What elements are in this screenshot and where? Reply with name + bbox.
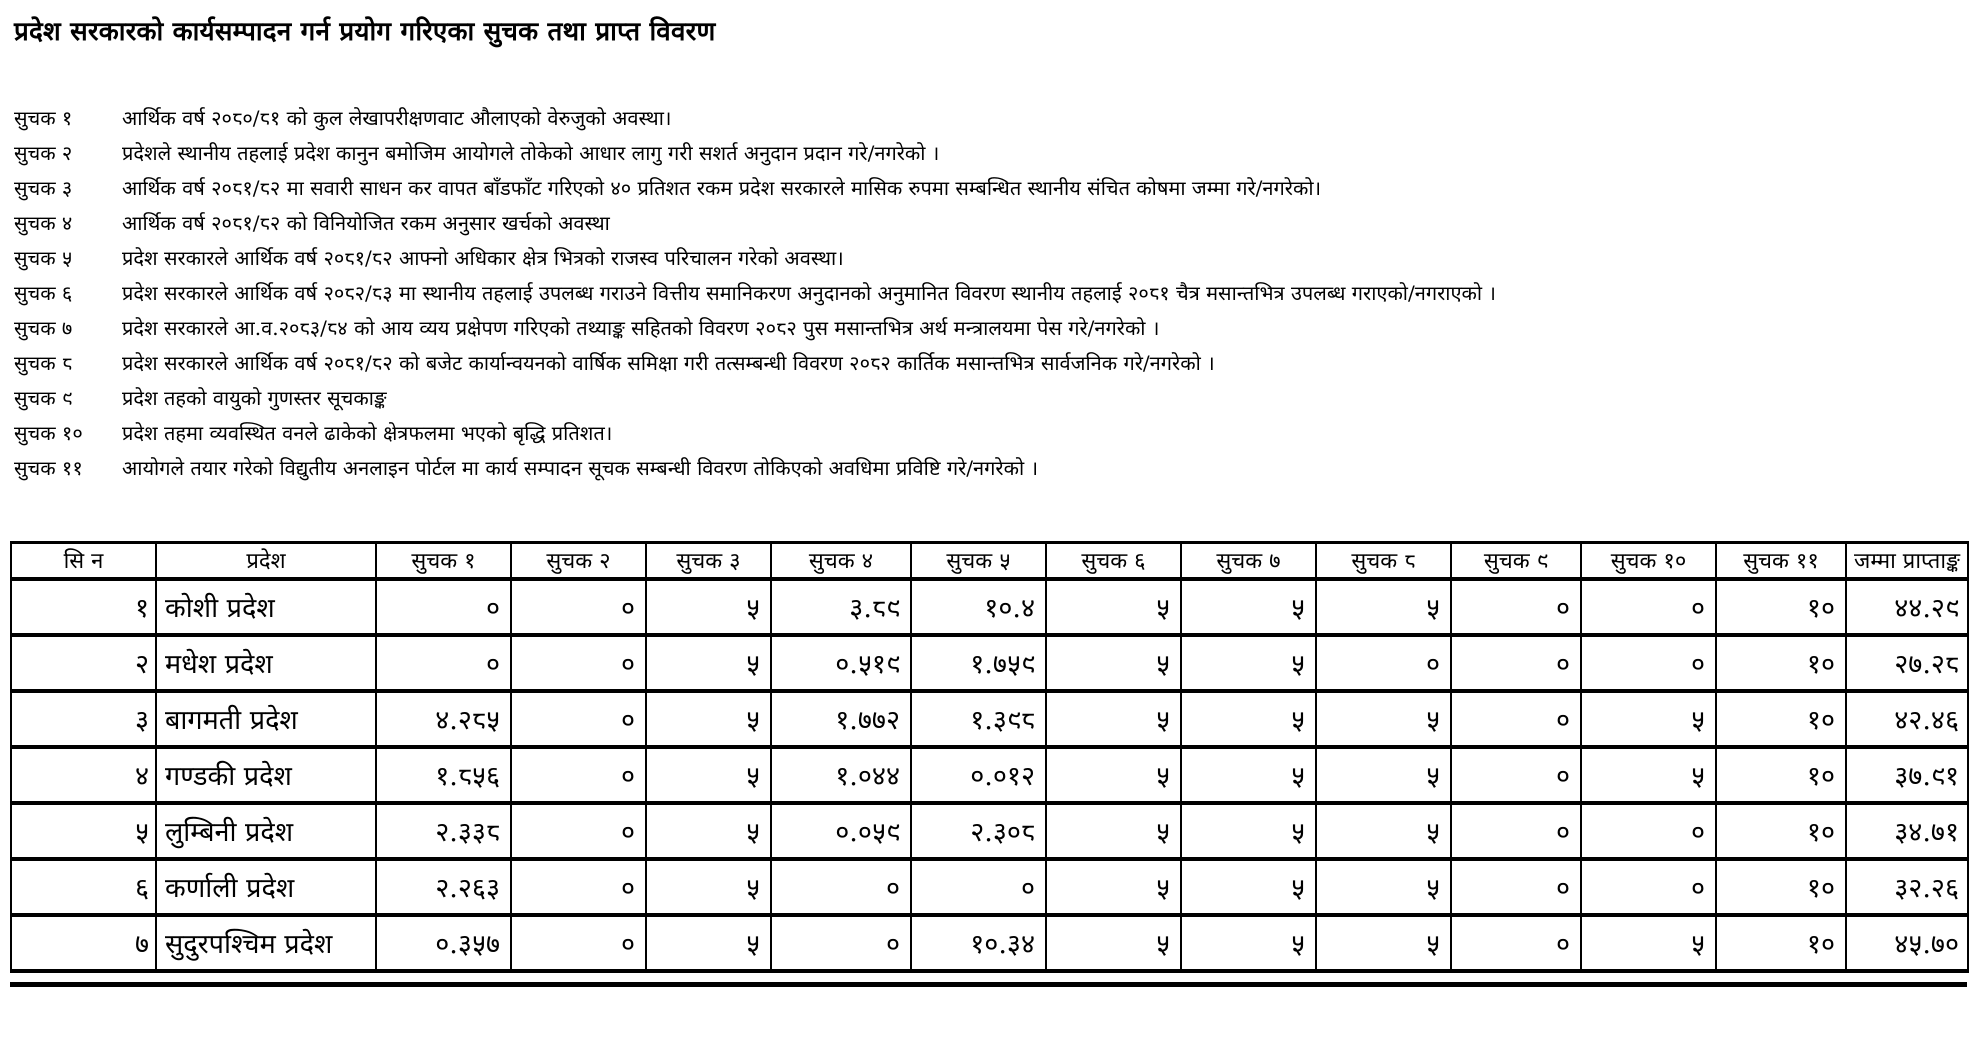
indicator-label: सुचक १ xyxy=(14,106,73,130)
header-ind-8: सुचक ८ xyxy=(1316,543,1451,579)
cell-indicator-7: ५ xyxy=(1181,635,1316,691)
indicator-label: सुचक १० xyxy=(14,421,83,445)
cell-indicator-3: ५ xyxy=(646,691,771,747)
cell-indicator-7: ५ xyxy=(1181,859,1316,915)
indicator-label: सुचक ५ xyxy=(14,246,73,270)
cell-indicator-10: ० xyxy=(1581,579,1716,635)
cell-sn: १ xyxy=(11,579,156,635)
cell-indicator-11: १० xyxy=(1716,635,1846,691)
indicator-item xyxy=(10,419,1967,454)
cell-indicator-4: ० xyxy=(771,915,911,971)
cell-indicator-4: ० xyxy=(771,859,911,915)
indicator-item xyxy=(10,209,1967,244)
indicator-label: सुचक ३ xyxy=(14,176,73,200)
indicator-label: सुचक ११ xyxy=(14,456,83,480)
cell-indicator-2: ० xyxy=(511,747,646,803)
indicator-text: आयोगले तयार गरेको विद्युतीय अनलाइन पोर्टल मा कार्य सम्पादन सूचक सम्बन्धी विवरण तोकिएको अवधिमा प्रविष्टि गरे/नगरेको । xyxy=(122,456,1039,480)
cell-indicator-7: ५ xyxy=(1181,747,1316,803)
header-ind-5: सुचक ५ xyxy=(911,543,1046,579)
cell-total: २७.२८ xyxy=(1846,635,1968,691)
cell-indicator-8: ५ xyxy=(1316,747,1451,803)
cell-indicator-2: ० xyxy=(511,803,646,859)
cell-indicator-5: १.३९८ xyxy=(911,691,1046,747)
indicator-item xyxy=(10,139,1967,174)
header-ind-1: सुचक १ xyxy=(376,543,511,579)
cell-indicator-2: ० xyxy=(511,859,646,915)
indicator-text: आर्थिक वर्ष २०८१/८२ मा सवारी साधन कर वापत बाँडफाँट गरिएको ४० प्रतिशत रकम प्रदेश सरकारले मासिक रुपमा सम्बन्धित स्थानीय संचित कोषमा जम्मा गरे/नगरेको। xyxy=(122,176,1322,200)
cell-indicator-11: १० xyxy=(1716,915,1846,971)
indicator-label: सुचक ६ xyxy=(14,281,73,305)
indicator-label: सुचक २ xyxy=(14,141,73,165)
cell-indicator-8: ५ xyxy=(1316,915,1451,971)
header-total: जम्मा प्राप्ताङ्क xyxy=(1846,543,1968,579)
header-province: प्रदेश xyxy=(156,543,376,579)
cell-indicator-4: ०.५१९ xyxy=(771,635,911,691)
indicator-item xyxy=(10,454,1967,489)
cell-sn: ७ xyxy=(11,915,156,971)
indicator-item xyxy=(10,104,1967,139)
cell-indicator-8: ५ xyxy=(1316,803,1451,859)
cell-indicator-5: १०.४ xyxy=(911,579,1046,635)
cell-indicator-6: ५ xyxy=(1046,915,1181,971)
cell-province: कोशी प्रदेश xyxy=(156,579,376,635)
indicator-text: प्रदेश सरकारले आर्थिक वर्ष २०८१/८२ आफ्नो अधिकार क्षेत्र भित्रको राजस्व परिचालन गरेको अवस्था। xyxy=(122,246,844,270)
header-ind-7: सुचक ७ xyxy=(1181,543,1316,579)
header-ind-11: सुचक ११ xyxy=(1716,543,1846,579)
table-header-row xyxy=(11,543,1968,579)
cell-indicator-10: ० xyxy=(1581,803,1716,859)
indicator-text: प्रदेश तहमा व्यवस्थित वनले ढाकेको क्षेत्रफलमा भएको बृद्धि प्रतिशत। xyxy=(122,421,613,445)
indicator-text: आर्थिक वर्ष २०८०/८१ को कुल लेखापरीक्षणवाट औलाएको वेरुजुको अवस्था। xyxy=(122,106,672,130)
indicator-item xyxy=(10,314,1967,349)
cell-indicator-2: ० xyxy=(511,635,646,691)
cell-indicator-4: १.७७२ xyxy=(771,691,911,747)
cell-sn: ५ xyxy=(11,803,156,859)
cell-indicator-5: ० xyxy=(911,859,1046,915)
cell-indicator-9: ० xyxy=(1451,635,1581,691)
cell-sn: ६ xyxy=(11,859,156,915)
cell-indicator-3: ५ xyxy=(646,635,771,691)
indicator-item xyxy=(10,279,1967,314)
cell-indicator-4: १.०४४ xyxy=(771,747,911,803)
indicator-list xyxy=(10,104,1967,489)
indicator-label: सुचक ९ xyxy=(14,386,73,410)
indicator-text: प्रदेश सरकारले आ.व.२०८३/८४ को आय व्यय प्रक्षेपण गरिएको तथ्याङ्क सहितको विवरण २०८२ पुस मसान्तभित्र अर्थ मन्त्रालयमा पेस गरे/नगरेको । xyxy=(122,316,1160,340)
cell-indicator-1: १.८५६ xyxy=(376,747,511,803)
table-row xyxy=(11,635,1968,691)
cell-total: ३४.७१ xyxy=(1846,803,1968,859)
cell-indicator-9: ० xyxy=(1451,579,1581,635)
cell-indicator-11: १० xyxy=(1716,747,1846,803)
cell-indicator-9: ० xyxy=(1451,803,1581,859)
cell-indicator-9: ० xyxy=(1451,691,1581,747)
cell-indicator-1: २.२६३ xyxy=(376,859,511,915)
cell-indicator-9: ० xyxy=(1451,859,1581,915)
cell-indicator-11: १० xyxy=(1716,859,1846,915)
cell-indicator-1: ०.३५७ xyxy=(376,915,511,971)
cell-total: ४४.२९ xyxy=(1846,579,1968,635)
indicator-text: प्रदेश सरकारले आर्थिक वर्ष २०८२/८३ मा स्थानीय तहलाई उपलब्ध गराउने वित्तीय समानिकरण अनुदानको अनुमानित विवरण स्थानीय तहलाई २०८१ चैत्र मसान्तभित्र उपलब्ध गराएको/नगराएको । xyxy=(122,281,1496,305)
cell-indicator-1: ० xyxy=(376,635,511,691)
table-row xyxy=(11,915,1968,971)
cell-total: ३७.९१ xyxy=(1846,747,1968,803)
cell-indicator-6: ५ xyxy=(1046,859,1181,915)
cell-indicator-5: २.३०८ xyxy=(911,803,1046,859)
cell-province: बागमती प्रदेश xyxy=(156,691,376,747)
cell-indicator-1: ४.२८५ xyxy=(376,691,511,747)
cell-indicator-10: ० xyxy=(1581,859,1716,915)
cell-indicator-5: ०.०१२ xyxy=(911,747,1046,803)
table-row xyxy=(11,579,1968,635)
cell-indicator-7: ५ xyxy=(1181,691,1316,747)
cell-indicator-4: ०.०५९ xyxy=(771,803,911,859)
indicator-text: प्रदेश सरकारले आर्थिक वर्ष २०८१/८२ को बजेट कार्यान्वयनको वार्षिक समिक्षा गरी तत्सम्बन्धी विवरण २०८२ कार्तिक मसान्तभित्र सार्वजनिक गरे/नगरेको । xyxy=(122,351,1215,375)
indicator-label: सुचक ४ xyxy=(14,211,73,235)
cell-indicator-2: ० xyxy=(511,691,646,747)
indicator-item xyxy=(10,174,1967,209)
cell-total: ४५.७० xyxy=(1846,915,1968,971)
indicator-text: आर्थिक वर्ष २०८१/८२ को विनियोजित रकम अनुसार खर्चको अवस्था xyxy=(122,211,610,235)
indicator-item xyxy=(10,349,1967,384)
indicator-label: सुचक ७ xyxy=(14,316,73,340)
indicator-text: प्रदेशले स्थानीय तहलाई प्रदेश कानुन बमोजिम आयोगले तोकेको आधार लागु गरी सशर्त अनुदान प्रदान गरे/नगरेको । xyxy=(122,141,940,165)
indicator-text: प्रदेश तहको वायुको गुणस्तर सूचकाङ्क xyxy=(122,386,387,410)
cell-indicator-11: १० xyxy=(1716,691,1846,747)
cell-indicator-6: ५ xyxy=(1046,579,1181,635)
cell-province: मधेश प्रदेश xyxy=(156,635,376,691)
cell-indicator-10: ५ xyxy=(1581,915,1716,971)
cell-indicator-10: ५ xyxy=(1581,747,1716,803)
cell-indicator-11: १० xyxy=(1716,803,1846,859)
table-row xyxy=(11,747,1968,803)
score-table-section xyxy=(10,541,1967,987)
cell-province: गण्डकी प्रदेश xyxy=(156,747,376,803)
cell-indicator-3: ५ xyxy=(646,915,771,971)
cell-province: लुम्बिनी प्रदेश xyxy=(156,803,376,859)
cell-indicator-8: ५ xyxy=(1316,859,1451,915)
header-ind-10: सुचक १० xyxy=(1581,543,1716,579)
cell-indicator-5: १०.३४ xyxy=(911,915,1046,971)
cell-indicator-8: ५ xyxy=(1316,691,1451,747)
cell-indicator-7: ५ xyxy=(1181,915,1316,971)
cell-sn: २ xyxy=(11,635,156,691)
header-sn: सि न xyxy=(11,543,156,579)
cell-indicator-11: १० xyxy=(1716,579,1846,635)
cell-indicator-4: ३.८९ xyxy=(771,579,911,635)
cell-total: ४२.४६ xyxy=(1846,691,1968,747)
cell-indicator-1: ० xyxy=(376,579,511,635)
header-ind-2: सुचक २ xyxy=(511,543,646,579)
cell-indicator-3: ५ xyxy=(646,859,771,915)
cell-indicator-2: ० xyxy=(511,915,646,971)
table-row xyxy=(11,691,1968,747)
cell-indicator-6: ५ xyxy=(1046,747,1181,803)
cell-total: ३२.२६ xyxy=(1846,859,1968,915)
table-cutoff-line xyxy=(10,982,1967,987)
cell-indicator-2: ० xyxy=(511,579,646,635)
cell-province: सुदुरपश्चिम प्रदेश xyxy=(156,915,376,971)
cell-indicator-1: २.३३८ xyxy=(376,803,511,859)
cell-sn: ४ xyxy=(11,747,156,803)
cell-indicator-5: १.७५९ xyxy=(911,635,1046,691)
header-ind-9: सुचक ९ xyxy=(1451,543,1581,579)
header-ind-3: सुचक ३ xyxy=(646,543,771,579)
page-title: प्रदेश सरकारको कार्यसम्पादन गर्न प्रयोग गरिएका सुचक तथा प्राप्त विवरण xyxy=(14,17,716,47)
cell-sn: ३ xyxy=(11,691,156,747)
cell-indicator-3: ५ xyxy=(646,803,771,859)
indicator-label: सुचक ८ xyxy=(14,351,73,375)
cell-indicator-8: ५ xyxy=(1316,579,1451,635)
cell-indicator-9: ० xyxy=(1451,747,1581,803)
indicator-item xyxy=(10,244,1967,279)
cell-indicator-3: ५ xyxy=(646,747,771,803)
cell-indicator-6: ५ xyxy=(1046,803,1181,859)
cell-indicator-10: ० xyxy=(1581,635,1716,691)
cell-indicator-3: ५ xyxy=(646,579,771,635)
cell-indicator-9: ० xyxy=(1451,915,1581,971)
table-row xyxy=(11,859,1968,915)
cell-indicator-6: ५ xyxy=(1046,635,1181,691)
header-ind-6: सुचक ६ xyxy=(1046,543,1181,579)
cell-indicator-10: ५ xyxy=(1581,691,1716,747)
cell-indicator-7: ५ xyxy=(1181,803,1316,859)
cell-indicator-7: ५ xyxy=(1181,579,1316,635)
cell-indicator-6: ५ xyxy=(1046,691,1181,747)
table-row xyxy=(11,803,1968,859)
province-score-table xyxy=(10,541,1969,973)
header-ind-4: सुचक ४ xyxy=(771,543,911,579)
indicator-item xyxy=(10,384,1967,419)
cell-province: कर्णाली प्रदेश xyxy=(156,859,376,915)
cell-indicator-8: ० xyxy=(1316,635,1451,691)
